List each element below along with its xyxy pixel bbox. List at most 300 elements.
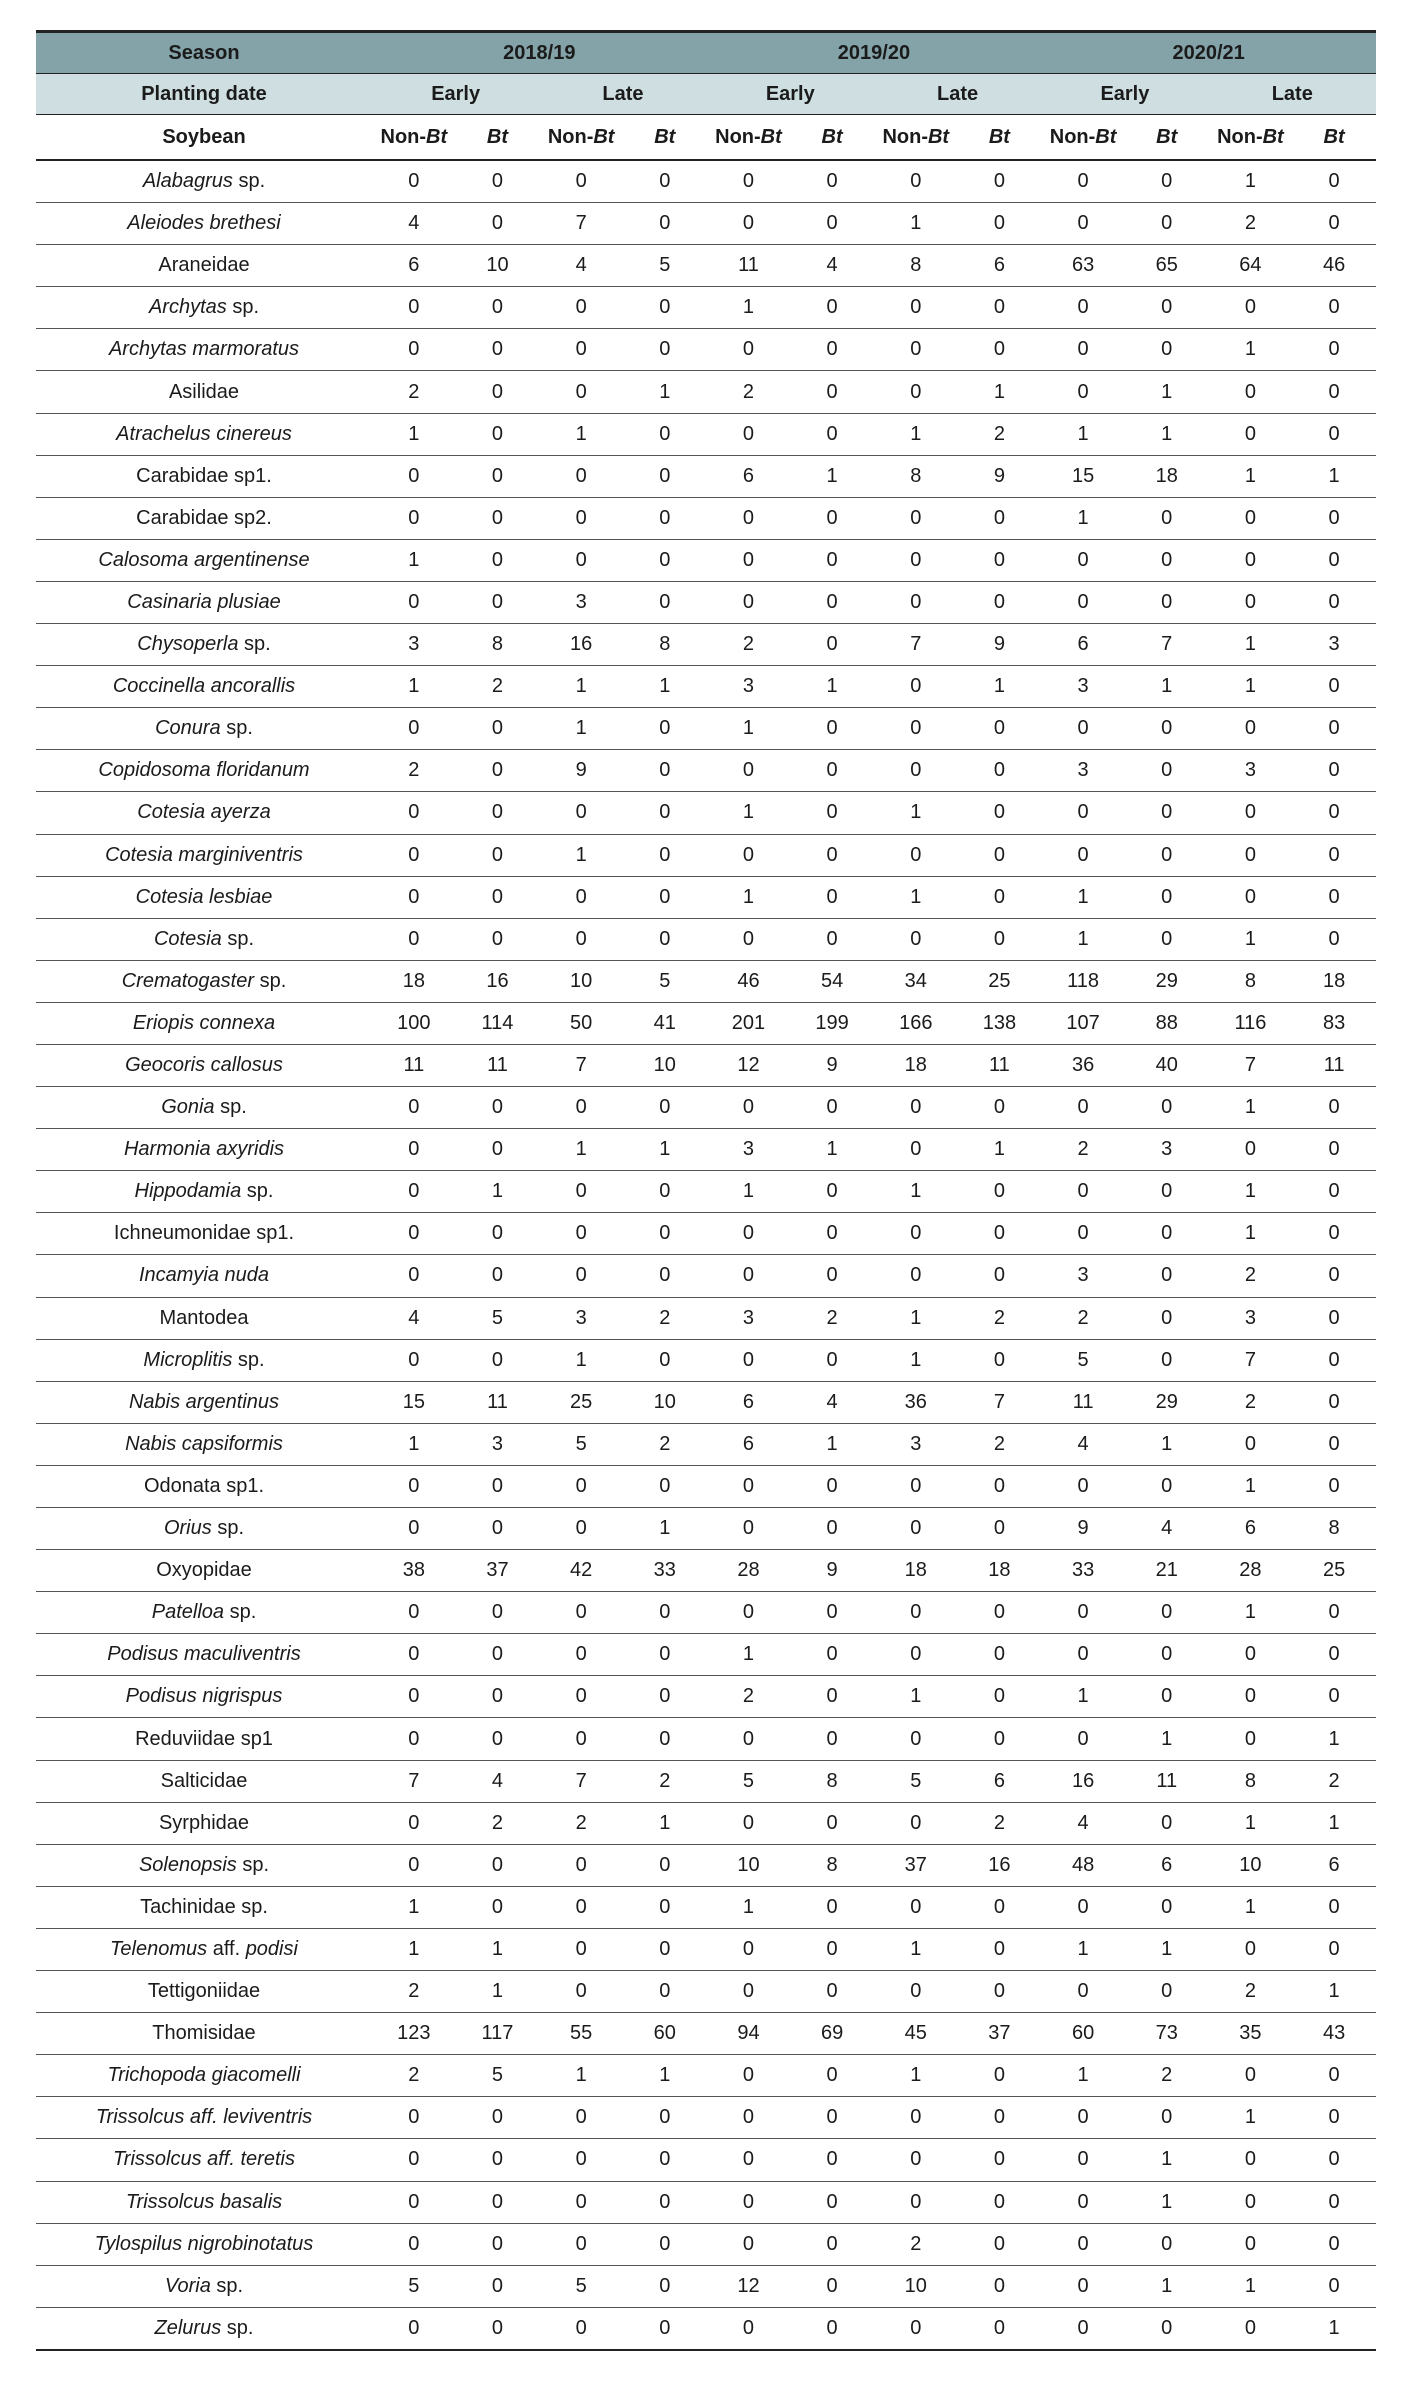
table-row (36, 1550, 1376, 1592)
count-cell: 2 (456, 666, 540, 708)
count-cell: 1 (874, 1297, 958, 1339)
taxon-italic: Geocoris callosus (125, 1054, 283, 1077)
count-cell: 0 (958, 329, 1042, 371)
count-cell: 0 (790, 708, 874, 750)
count-cell: 0 (1209, 287, 1293, 329)
count-cell: 3 (372, 624, 456, 666)
count-cell: 1 (958, 1129, 1042, 1171)
count-cell: 2 (372, 750, 456, 792)
count-cell: 0 (539, 329, 623, 371)
count-cell: 0 (372, 1718, 456, 1760)
count-cell: 0 (958, 497, 1042, 539)
count-cell: 2 (958, 1297, 1042, 1339)
count-cell: 0 (790, 876, 874, 918)
count-cell: 0 (958, 2139, 1042, 2181)
count-cell: 0 (874, 581, 958, 623)
count-cell: 0 (874, 2139, 958, 2181)
taxon-name (36, 2265, 372, 2307)
count-cell: 0 (1125, 2223, 1209, 2265)
taxon-italic: Trichopoda giacomelli (107, 2064, 301, 2087)
count-cell: 0 (623, 708, 707, 750)
count-cell: 0 (958, 1592, 1042, 1634)
count-cell: 0 (539, 497, 623, 539)
count-cell: 0 (1041, 539, 1125, 581)
count-cell: 1 (1209, 666, 1293, 708)
count-cell: 0 (790, 1971, 874, 2013)
count-cell: 2 (1041, 1129, 1125, 1171)
taxon-plain: Oxyopidae (156, 1559, 252, 1582)
count-cell: 0 (1125, 750, 1209, 792)
count-cell: 0 (623, 160, 707, 203)
count-cell: 0 (790, 2097, 874, 2139)
count-cell: 11 (1292, 1044, 1376, 1086)
table-row (36, 1339, 1376, 1381)
count-cell: 2 (539, 1802, 623, 1844)
count-cell: 0 (539, 918, 623, 960)
count-cell: 0 (372, 1171, 456, 1213)
count-cell: 25 (1292, 1550, 1376, 1592)
count-cell: 100 (372, 1002, 456, 1044)
count-cell: 0 (958, 1676, 1042, 1718)
count-cell: 0 (539, 1255, 623, 1297)
taxon-italic: Nabis capsiformis (125, 1432, 283, 1455)
taxon-italic: Hippodamia (134, 1180, 242, 1203)
count-cell: 0 (790, 2139, 874, 2181)
count-cell: 0 (372, 918, 456, 960)
count-cell: 0 (790, 1592, 874, 1634)
count-cell: 0 (958, 1465, 1042, 1507)
count-cell: 0 (1292, 1087, 1376, 1129)
table-row (36, 666, 1376, 708)
count-cell: 0 (707, 2097, 791, 2139)
taxon-name (36, 1886, 372, 1928)
count-cell: 0 (1292, 1928, 1376, 1970)
taxon-name (36, 1002, 372, 1044)
count-cell: 2 (456, 1802, 540, 1844)
count-cell: 4 (1041, 1802, 1125, 1844)
count-cell: 166 (874, 1002, 958, 1044)
count-cell: 0 (958, 2223, 1042, 2265)
count-cell: 0 (623, 497, 707, 539)
count-cell: 0 (790, 1676, 874, 1718)
count-cell: 0 (958, 1886, 1042, 1928)
count-cell: 4 (539, 245, 623, 287)
count-cell: 0 (539, 2223, 623, 2265)
taxon-name (36, 1928, 372, 1970)
taxon-italic: Calosoma argentinense (98, 548, 310, 571)
count-cell: 1 (707, 708, 791, 750)
count-cell: 0 (874, 329, 958, 371)
count-cell: 94 (707, 2013, 791, 2055)
count-cell: 0 (623, 2307, 707, 2350)
taxon-italic: Incamyia nuda (138, 1264, 270, 1287)
count-cell: 0 (539, 287, 623, 329)
taxon-plain: Syrphidae (158, 1811, 250, 1834)
count-cell: 0 (456, 2139, 540, 2181)
count-cell: 0 (1292, 1255, 1376, 1297)
count-cell: 88 (1125, 1002, 1209, 1044)
count-cell: 0 (1041, 1087, 1125, 1129)
count-cell: 73 (1125, 2013, 1209, 2055)
count-cell: 0 (790, 1718, 874, 1760)
count-cell: 0 (539, 371, 623, 413)
non-bt-prefix: Non- (547, 125, 594, 148)
count-cell: 3 (1125, 1129, 1209, 1171)
taxon-name (36, 1634, 372, 1676)
count-cell: 8 (456, 624, 540, 666)
count-cell: 0 (790, 2307, 874, 2350)
count-cell: 0 (707, 1465, 791, 1507)
count-cell: 0 (1292, 918, 1376, 960)
count-cell: 0 (1209, 2223, 1293, 2265)
taxon-plain: sp. (232, 1348, 265, 1371)
taxon-italic: Podisus maculiventris (107, 1643, 301, 1666)
taxon-italic: Podisus nigrispus (125, 1685, 283, 1708)
count-cell: 2 (372, 371, 456, 413)
count-cell: 6 (1125, 1844, 1209, 1886)
table-row (36, 1213, 1376, 1255)
count-cell: 0 (1041, 834, 1125, 876)
taxon-name (36, 2307, 372, 2350)
count-cell: 0 (539, 1087, 623, 1129)
count-cell: 0 (456, 2265, 540, 2307)
table-row (36, 2055, 1376, 2097)
count-cell: 0 (1292, 497, 1376, 539)
planting-date-label: Planting date (36, 74, 372, 115)
taxon-italic: Cotesia lesbiae (135, 885, 273, 908)
count-cell: 11 (958, 1044, 1042, 1086)
taxon-plain: sp. (232, 170, 266, 193)
count-cell: 18 (958, 1550, 1042, 1592)
count-cell: 0 (1041, 792, 1125, 834)
planting-late: Late (1209, 74, 1376, 115)
count-cell: 0 (1041, 1971, 1125, 2013)
count-cell: 1 (1041, 2055, 1125, 2097)
count-cell: 4 (456, 1760, 540, 1802)
count-cell: 0 (1125, 1171, 1209, 1213)
count-cell: 1 (1209, 1886, 1293, 1928)
count-cell: 0 (372, 329, 456, 371)
count-cell: 0 (372, 2307, 456, 2350)
count-cell: 29 (1125, 960, 1209, 1002)
count-cell: 0 (790, 2181, 874, 2223)
taxon-italic: Archytas (148, 296, 227, 319)
count-cell: 0 (1292, 2055, 1376, 2097)
taxon-name (36, 1592, 372, 1634)
count-cell: 0 (539, 2181, 623, 2223)
count-cell: 2 (1209, 1971, 1293, 2013)
count-cell: 0 (456, 287, 540, 329)
table-row (36, 834, 1376, 876)
count-cell: 0 (958, 2097, 1042, 2139)
count-cell: 0 (958, 539, 1042, 581)
count-cell: 0 (874, 1129, 958, 1171)
count-cell: 1 (874, 203, 958, 245)
count-cell: 0 (874, 539, 958, 581)
count-cell: 8 (1292, 1508, 1376, 1550)
count-cell: 0 (874, 287, 958, 329)
count-cell: 42 (539, 1550, 623, 1592)
non-bt-prefix: Non- (380, 125, 427, 148)
count-cell: 4 (790, 1381, 874, 1423)
table-row (36, 160, 1376, 203)
taxon-name (36, 1550, 372, 1592)
taxon-plain: Carabidae sp2. (136, 506, 272, 529)
count-cell: 18 (874, 1044, 958, 1086)
taxon-italic: Atrachelus cinereus (116, 422, 292, 445)
taxon-name (36, 2181, 372, 2223)
count-cell: 33 (1041, 1550, 1125, 1592)
count-cell: 1 (372, 1423, 456, 1465)
count-cell: 2 (707, 371, 791, 413)
count-cell: 0 (1125, 203, 1209, 245)
count-cell: 0 (707, 834, 791, 876)
count-cell: 0 (1209, 1423, 1293, 1465)
count-cell: 0 (958, 1255, 1042, 1297)
count-cell: 12 (707, 1044, 791, 1086)
count-cell: 1 (1125, 371, 1209, 413)
count-cell: 33 (623, 1550, 707, 1592)
bt-header: Bt (1125, 115, 1209, 161)
count-cell: 118 (1041, 960, 1125, 1002)
count-cell: 0 (372, 1213, 456, 1255)
count-cell: 0 (623, 876, 707, 918)
count-cell: 0 (1125, 834, 1209, 876)
count-cell: 0 (1041, 581, 1125, 623)
count-cell: 0 (456, 203, 540, 245)
count-cell: 0 (539, 2139, 623, 2181)
count-cell: 0 (958, 834, 1042, 876)
taxon-name (36, 1087, 372, 1129)
count-cell: 2 (372, 1971, 456, 2013)
count-cell: 41 (623, 1002, 707, 1044)
taxon-italic: Trissolcus basalis (125, 2190, 283, 2213)
count-cell: 0 (372, 708, 456, 750)
taxon-italic: Conura (155, 717, 221, 740)
count-cell: 0 (1125, 1971, 1209, 2013)
count-cell: 0 (456, 160, 540, 203)
count-cell: 0 (539, 876, 623, 918)
count-cell: 2 (1125, 2055, 1209, 2097)
count-cell: 9 (958, 624, 1042, 666)
count-cell: 7 (874, 624, 958, 666)
count-cell: 0 (1041, 1171, 1125, 1213)
count-cell: 6 (707, 1381, 791, 1423)
bt-header: Bt (623, 115, 707, 161)
count-cell: 0 (1209, 2139, 1293, 2181)
count-cell: 1 (456, 1971, 540, 2013)
count-cell: 8 (790, 1844, 874, 1886)
non-bt-header (539, 115, 623, 161)
count-cell: 6 (958, 245, 1042, 287)
table-row (36, 413, 1376, 455)
count-cell: 0 (623, 918, 707, 960)
count-cell: 2 (1209, 1255, 1293, 1297)
count-cell: 63 (1041, 245, 1125, 287)
count-cell: 0 (958, 160, 1042, 203)
planting-header-row (36, 74, 1376, 115)
count-cell: 11 (1041, 1381, 1125, 1423)
taxon-name (36, 1129, 372, 1171)
count-cell: 0 (1041, 1465, 1125, 1507)
count-cell: 5 (539, 2265, 623, 2307)
taxon-italic: Crematogaster (121, 969, 255, 992)
count-cell: 6 (1209, 1508, 1293, 1550)
taxon-name (36, 1508, 372, 1550)
taxon-name (36, 750, 372, 792)
count-cell: 0 (707, 2055, 791, 2097)
count-cell: 0 (1209, 1129, 1293, 1171)
count-cell: 0 (372, 2097, 456, 2139)
count-cell: 0 (372, 2139, 456, 2181)
table-row (36, 1002, 1376, 1044)
count-cell: 1 (874, 1339, 958, 1381)
count-cell: 0 (456, 876, 540, 918)
table-row (36, 1381, 1376, 1423)
table-row (36, 792, 1376, 834)
count-cell: 0 (1292, 1423, 1376, 1465)
count-cell: 0 (1209, 1676, 1293, 1718)
count-cell: 0 (1292, 2181, 1376, 2223)
table-row (36, 1255, 1376, 1297)
count-cell: 1 (1041, 918, 1125, 960)
count-cell: 0 (1041, 2139, 1125, 2181)
count-cell: 0 (1292, 834, 1376, 876)
count-cell: 0 (1041, 2307, 1125, 2350)
count-cell: 0 (958, 1971, 1042, 2013)
count-cell: 0 (958, 876, 1042, 918)
taxon-name (36, 1044, 372, 1086)
count-cell: 0 (1041, 1213, 1125, 1255)
count-cell: 1 (790, 1423, 874, 1465)
count-cell: 2 (372, 2055, 456, 2097)
count-cell: 107 (1041, 1002, 1125, 1044)
count-cell: 1 (958, 371, 1042, 413)
count-cell: 0 (372, 1339, 456, 1381)
count-cell: 12 (707, 2265, 791, 2307)
count-cell: 0 (372, 834, 456, 876)
count-cell: 0 (1209, 2055, 1293, 2097)
taxon-italic: Eriopis connexa (132, 1011, 276, 1034)
taxon-italic: Alabagrus (142, 170, 233, 193)
count-cell: 0 (1125, 1592, 1209, 1634)
taxon-plain: sp. (210, 2274, 244, 2297)
count-cell: 0 (958, 792, 1042, 834)
taxon-name (36, 2097, 372, 2139)
taxon-name (36, 876, 372, 918)
count-cell: 0 (372, 287, 456, 329)
count-cell: 0 (1209, 1634, 1293, 1676)
count-cell: 0 (372, 455, 456, 497)
bt-text: Bt (1262, 125, 1284, 148)
count-cell: 10 (623, 1381, 707, 1423)
count-cell: 0 (874, 1634, 958, 1676)
count-cell: 43 (1292, 2013, 1376, 2055)
count-cell: 0 (707, 1508, 791, 1550)
species-abundance-table (36, 30, 1376, 2351)
count-cell: 0 (1125, 1802, 1209, 1844)
count-cell: 7 (372, 1760, 456, 1802)
count-cell: 1 (707, 792, 791, 834)
count-cell: 0 (958, 918, 1042, 960)
count-cell: 0 (456, 371, 540, 413)
count-cell: 0 (456, 1508, 540, 1550)
count-cell: 0 (623, 1213, 707, 1255)
taxon-name (36, 2139, 372, 2181)
count-cell: 6 (372, 245, 456, 287)
count-cell: 0 (707, 1718, 791, 1760)
count-cell: 18 (874, 1550, 958, 1592)
count-cell: 0 (456, 1844, 540, 1886)
count-cell: 0 (1125, 2307, 1209, 2350)
taxon-italic: Patelloa (151, 1601, 225, 1624)
count-cell: 0 (623, 203, 707, 245)
table-row (36, 876, 1376, 918)
taxon-name (36, 1718, 372, 1760)
count-cell: 0 (874, 918, 958, 960)
soybean-label: Soybean (36, 115, 372, 161)
count-cell: 0 (1125, 539, 1209, 581)
count-cell: 0 (790, 1886, 874, 1928)
count-cell: 0 (372, 792, 456, 834)
taxon-name (36, 1339, 372, 1381)
taxon-plain: sp. (220, 717, 253, 740)
taxon-italic: Voria (164, 2274, 211, 2297)
taxon-name (36, 834, 372, 876)
count-cell: 1 (1209, 2265, 1293, 2307)
count-cell: 5 (623, 960, 707, 1002)
count-cell: 0 (1292, 1213, 1376, 1255)
count-cell: 0 (874, 708, 958, 750)
count-cell: 1 (1209, 1802, 1293, 1844)
taxon-name (36, 245, 372, 287)
count-cell: 0 (539, 792, 623, 834)
taxon-name (36, 497, 372, 539)
season-2019-20: 2019/20 (707, 32, 1042, 74)
count-cell: 0 (874, 371, 958, 413)
count-cell: 0 (874, 1718, 958, 1760)
count-cell: 0 (623, 792, 707, 834)
count-cell: 2 (1041, 1297, 1125, 1339)
table-row (36, 2307, 1376, 2350)
count-cell: 1 (539, 666, 623, 708)
count-cell: 0 (456, 708, 540, 750)
count-cell: 0 (1292, 1171, 1376, 1213)
count-cell: 0 (1292, 876, 1376, 918)
count-cell: 0 (1292, 1634, 1376, 1676)
count-cell: 0 (707, 750, 791, 792)
count-cell: 0 (790, 1087, 874, 1129)
table-row (36, 1634, 1376, 1676)
bt-text: Bt (927, 125, 950, 148)
taxon-plain: Araneidae (158, 254, 250, 277)
count-cell: 0 (1125, 792, 1209, 834)
count-cell: 1 (1125, 1928, 1209, 1970)
count-cell: 9 (958, 455, 1042, 497)
count-cell: 0 (623, 287, 707, 329)
count-cell: 5 (707, 1760, 791, 1802)
taxon-name (36, 1255, 372, 1297)
count-cell: 0 (790, 497, 874, 539)
count-cell: 0 (874, 834, 958, 876)
taxon-italic: Harmonia axyridis (123, 1138, 285, 1161)
count-cell: 0 (456, 1255, 540, 1297)
count-cell: 7 (958, 1381, 1042, 1423)
count-cell: 0 (707, 1087, 791, 1129)
count-cell: 1 (1125, 2139, 1209, 2181)
count-cell: 0 (1209, 1928, 1293, 1970)
count-cell: 11 (1125, 1760, 1209, 1802)
